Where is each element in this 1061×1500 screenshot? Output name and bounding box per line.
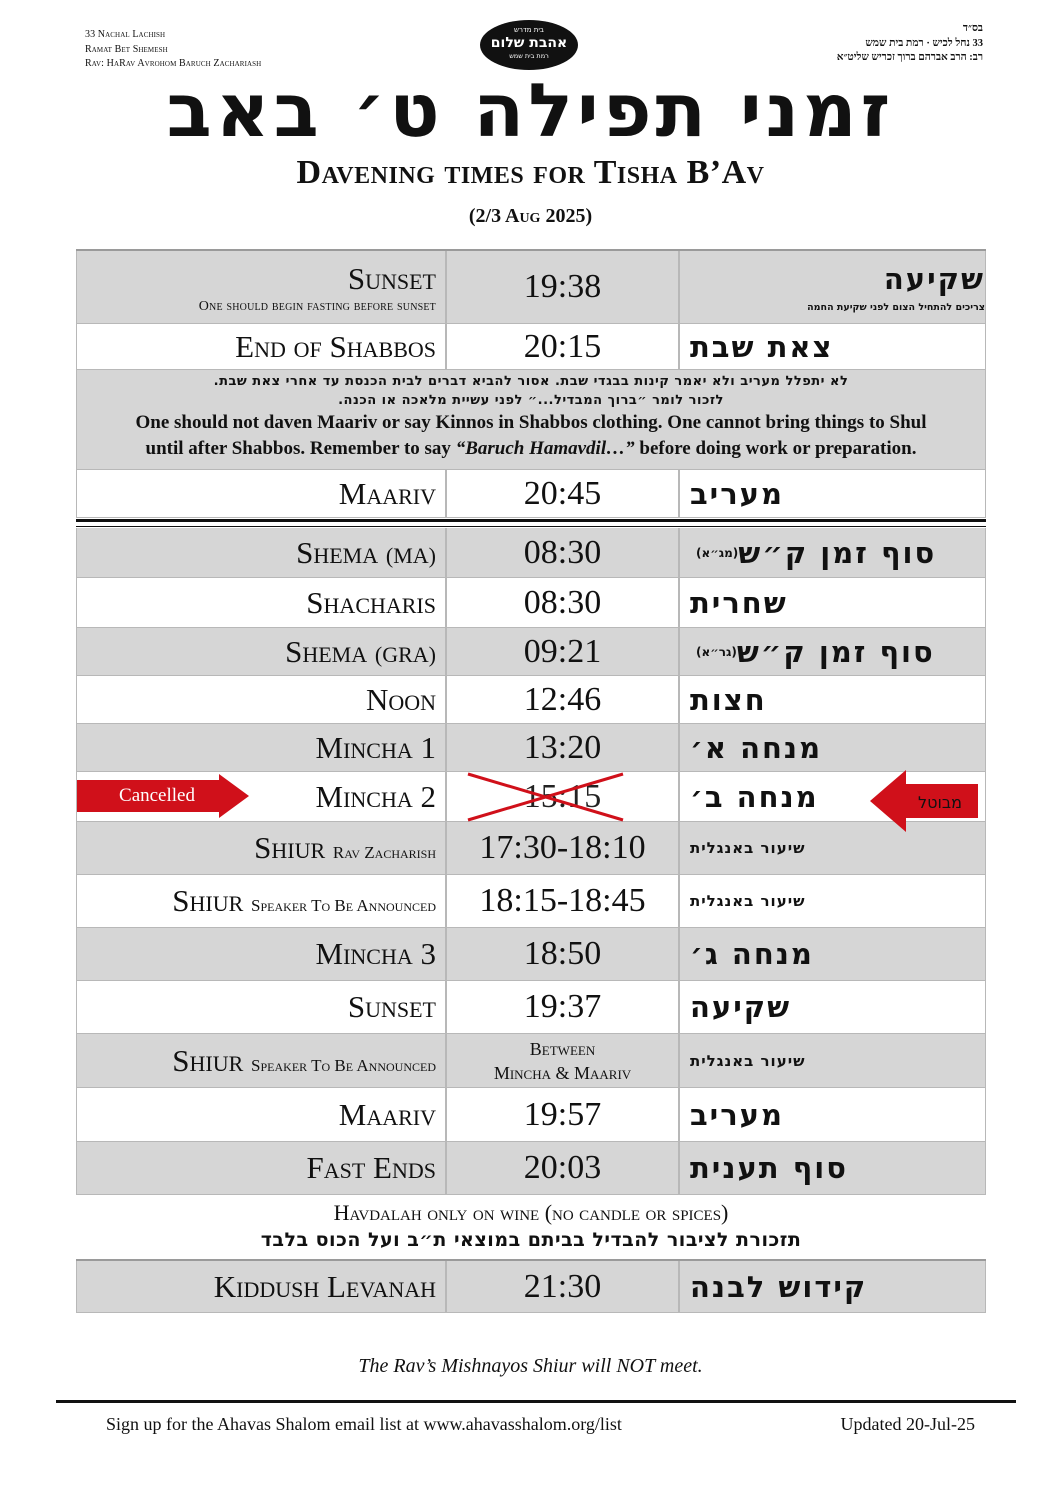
row-sublabel-hebrew: צריכים להתחיל הצום לפני שקיעת החמה (807, 301, 985, 313)
row-time: 15:15 (523, 777, 602, 815)
row-label: Maariv (338, 1096, 436, 1132)
table-row (76, 578, 986, 628)
shul-logo (480, 20, 578, 70)
row-time: 20:03 (523, 1149, 602, 1186)
row-time: 17:30-18:10 (479, 829, 646, 866)
row-time: 12:46 (523, 680, 602, 718)
row-time: 21:30 (523, 1267, 602, 1305)
row-label: Kiddush Levanah (213, 1268, 436, 1304)
address-english (85, 28, 261, 72)
table-row (76, 324, 986, 370)
cancel-cross (448, 770, 680, 822)
row-time: 08:30 (523, 583, 602, 621)
row-label: Shiur (172, 883, 244, 918)
cancelled-arrow-left (77, 774, 249, 818)
row-label: Sunset (347, 261, 436, 296)
table-row (76, 676, 986, 724)
cancelled-label-hebrew: מבוטל (918, 793, 962, 812)
table-row (76, 822, 986, 875)
row-label-hebrew: מנחה ג׳ (690, 937, 814, 971)
table-row (76, 1034, 986, 1088)
row-time: 19:57 (523, 1095, 602, 1133)
row-time: 20:15 (523, 327, 602, 365)
row-label: Mincha 2 (315, 778, 436, 814)
row-label-qualifier: Rav Zacharish (332, 843, 436, 862)
table-row (76, 928, 986, 981)
row-label-hebrew: שקיעה (690, 990, 792, 1024)
row-label-hebrew: מנחה א׳ (690, 730, 823, 765)
row-label-hebrew: חצות (690, 682, 767, 717)
notice-english: One should not daven Maariv or say Kinnos in Shabbos clothing. One cannot bring things to Shul (135, 412, 927, 433)
row-label: Sunset (347, 989, 436, 1024)
row-label-hebrew: שיעור באנגלית (690, 839, 806, 857)
row-label-hebrew: שיעור באנגלית (690, 1051, 806, 1070)
row-label-hebrew: מעריב (690, 1097, 784, 1132)
row-label: Fast Ends (306, 1150, 436, 1185)
footer-updated: Updated 20-Jul-25 (840, 1414, 975, 1434)
row-label: Shiur (254, 830, 326, 865)
logo-line: רמת בית שמש (509, 52, 549, 60)
row-label: Mincha 1 (315, 729, 436, 765)
table-row (76, 724, 986, 772)
row-label: Shiur (172, 1042, 244, 1078)
row-label-qualifier: (GRA) (374, 641, 436, 667)
notice-hebrew: לזכור לומר ״ברוך המבדיל...״ לפני עשיית מלאכה או הכנה. (338, 393, 724, 408)
row-label-hebrew: שחרית (690, 585, 788, 620)
address-line: Rav: HaRav Avrohom Baruch Zachariash (85, 58, 262, 69)
row-label: End of Shabbos (235, 328, 436, 364)
row-label-hebrew: שקיעה (883, 261, 985, 296)
page-title: Davening times for Tisha B’Av (296, 154, 765, 191)
row-tag-hebrew: (גר״א) (696, 644, 737, 659)
row-label: Shema (296, 534, 379, 570)
address-line: Ramat Bet Shemesh (85, 43, 168, 55)
page-title-hebrew: זמני תפילה ט׳ באב (166, 68, 895, 154)
row-label-hebrew: צאת שבת (690, 329, 834, 364)
address-hebrew (837, 22, 983, 66)
row-time: 19:37 (523, 988, 602, 1025)
row-label-hebrew: סוף זמן ק״ש (738, 535, 937, 570)
row-time: 18:15-18:45 (479, 882, 646, 919)
row-label: Shacharis (306, 584, 436, 620)
row-label-qualifier: Speaker To Be Announced (251, 1055, 436, 1075)
row-label-hebrew: מנחה ב׳ (690, 779, 819, 814)
row-time: 13:20 (523, 728, 602, 766)
footer-divider (56, 1400, 1016, 1403)
address-line: 33 Nachal Lachish (85, 29, 166, 40)
row-sublabel: One should begin fasting before sunset (198, 299, 436, 314)
row-label-hebrew: מעריב (690, 476, 784, 511)
address-line: רב: הרב אברהם ברוך זכריש שליט״א (836, 52, 983, 63)
table-row (76, 470, 986, 518)
table-row (76, 981, 986, 1034)
table-row (76, 1088, 986, 1142)
row-label-qualifier: Speaker To Be Announced (251, 896, 436, 915)
divider (76, 519, 986, 522)
table-row (76, 875, 986, 928)
logo-line: אהבת שלום (490, 35, 568, 51)
table-row (76, 528, 986, 578)
row-label-hebrew: קידוש לבנה (690, 1269, 868, 1304)
table-row (76, 251, 986, 324)
row-time: 09:21 (523, 632, 602, 670)
table-row (76, 1261, 986, 1313)
address-line: 33 נחל לכיש · רמת בית שמש (865, 37, 983, 49)
havdalah-hebrew: תזכורת לציבור להבדיל בביתם במוצאי ת״ב ועל הכוס בלבד (260, 1229, 802, 1251)
row-time: 19:38 (523, 268, 602, 305)
shabbos-notice (76, 370, 986, 470)
row-time: 20:45 (523, 474, 602, 512)
row-label-hebrew: סוף תענית (690, 1151, 848, 1185)
mishnayos-note: The Rav’s Mishnayos Shiur will NOT meet. (358, 1355, 703, 1377)
address-line: בס״ד (962, 23, 983, 34)
row-time: 08:30 (523, 533, 602, 571)
row-label: Mincha 3 (315, 936, 436, 971)
row-label: Shema (285, 633, 368, 669)
footer-signup: Sign up for the Ahavas Shalom email list at www.ahavasshalom.org/list (106, 1414, 622, 1434)
row-label-hebrew: שיעור באנגלית (690, 892, 806, 910)
page-date: (2/3 Aug 2025) (468, 205, 593, 227)
logo-line: בית מדרש (514, 26, 544, 34)
table-row (76, 628, 986, 676)
row-label-qualifier: (MA) (385, 542, 436, 568)
table-row (76, 1142, 986, 1195)
row-time: 18:50 (523, 935, 602, 972)
row-time: Mincha & Maariv (493, 1062, 632, 1083)
cancelled-label: Cancelled (119, 785, 195, 806)
havdalah-english: Havdalah only on wine (no candle or spices) (333, 1200, 729, 1225)
row-label-hebrew: סוף זמן ק״ש (736, 634, 935, 669)
row-label: Noon (365, 681, 436, 717)
row-time: Between (529, 1038, 596, 1059)
notice-english: until after Shabbos. Remember to say “Baruch Hamavdil…” before doing work or preparation. (145, 438, 917, 459)
cancelled-arrow-right (870, 770, 978, 832)
row-tag-hebrew: (מג״א) (696, 545, 739, 560)
havdalah-note (76, 1199, 986, 1253)
divider (76, 526, 986, 527)
row-label: Maariv (338, 475, 436, 511)
notice-hebrew: לא יתפלל מעריב ולא יאמר קינות בבגדי שבת. אסור להביא דברים לבית הכנסת עד אחרי צאת שבת. (213, 374, 849, 389)
